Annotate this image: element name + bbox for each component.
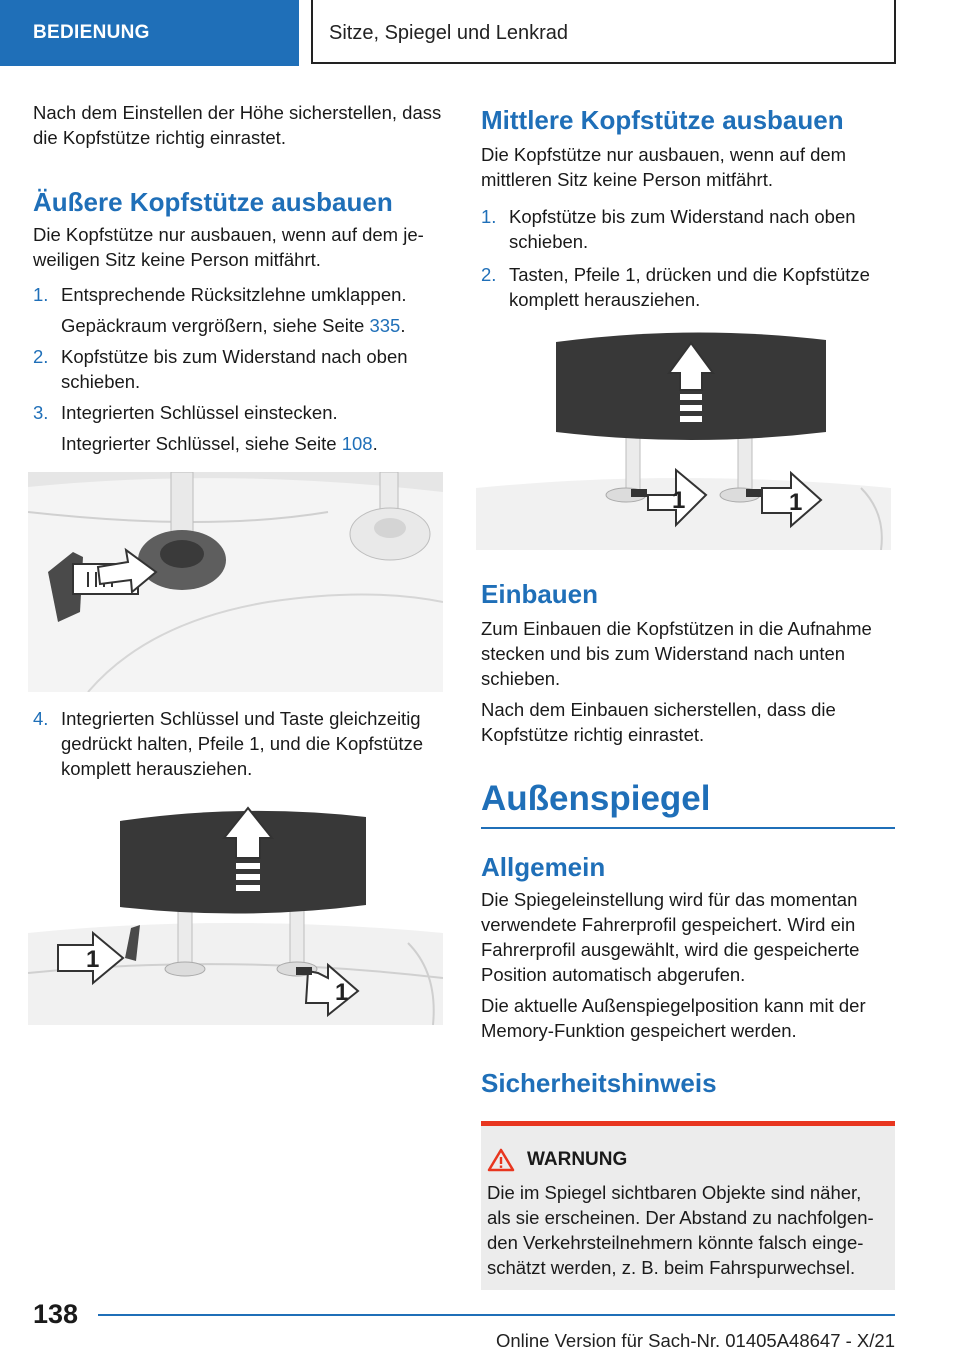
- step-1: [33, 282, 443, 307]
- install-paragraph-1: Zum Einbauen die Kopfstützen in die Aufnahme stecken und bis zum Widerstand nach unten schieben.: [481, 618, 872, 689]
- step-text: Integrierten Schlüssel und Taste gleichzeitig gedrückt halten, Pfeile 1, und die Kopfstütze komplett herausziehen.: [61, 708, 424, 779]
- page-link-108[interactable]: 108: [341, 433, 373, 454]
- page-footer: [98, 1314, 895, 1351]
- step-1-reference: [33, 313, 443, 338]
- middle-headrest-removal-figure: [476, 328, 891, 550]
- heading-safety: Sicherheitshinweis: [481, 1068, 717, 1098]
- key-insertion-figure: [28, 472, 443, 692]
- general-paragraph-1: Die Spiegeleinstellung wird für das momentan verwendete Fahrerprofil gespeichert. Wird ein Fahrerprofil ausgewählt, wird die gespeicherte Position automatisch abgerufen.: [481, 889, 860, 985]
- step-text: Entsprechende Rücksitzlehne umklappen.: [61, 284, 407, 305]
- step-2: [33, 344, 443, 394]
- warning-triangle-icon: [487, 1148, 515, 1172]
- step-2: [481, 262, 895, 312]
- heading-outer-headrest: Äußere Kopfstütze ausbauen: [33, 187, 393, 217]
- figure-label: 1: [86, 946, 100, 973]
- reference-end: .: [372, 433, 378, 454]
- reference-end: .: [400, 315, 406, 336]
- page-link-335[interactable]: 335: [369, 315, 401, 336]
- general-paragraph-2: Die aktuelle Außenspiegelposition kann mit der Memory-Funktion gespeichert werden.: [481, 995, 866, 1041]
- figure-label: 1: [789, 489, 803, 516]
- step-number: 2.: [33, 346, 49, 367]
- step-number: 1.: [33, 284, 49, 305]
- step-4: [33, 706, 443, 781]
- outer-headrest-paragraph: Die Kopfstütze nur ausbauen, wenn auf dem je-weiligen Sitz keine Person mitfährt.: [33, 224, 424, 270]
- intro-paragraph: Nach dem Einstellen der Höhe sicherstellen, dass die Kopfstütze richtig einrastet.: [33, 102, 442, 148]
- left-column: [33, 100, 443, 1025]
- chapter-title: Sitze, Spiegel und Lenkrad: [311, 0, 896, 64]
- step-number: 3.: [33, 402, 49, 423]
- warning-title: WARNUNG: [527, 1149, 628, 1170]
- page-header: [0, 0, 960, 66]
- page-number: 138: [33, 1299, 79, 1329]
- heading-middle-headrest: Mittlere Kopfstütze ausbauen: [481, 105, 844, 135]
- section-tab[interactable]: BEDIENUNG: [0, 0, 299, 66]
- heading-general: Allgemein: [481, 852, 606, 882]
- heading-exterior-mirror: Außenspiegel: [481, 779, 711, 818]
- right-column: [481, 104, 895, 1290]
- section-heading-wrap: [481, 777, 895, 829]
- step-text: Integrierten Schlüssel einstecken.: [61, 402, 338, 423]
- middle-headrest-paragraph: Die Kopfstütze nur ausbauen, wenn auf dem mittleren Sitz keine Person mitfährt.: [481, 144, 847, 190]
- reference-text: Gepäckraum vergrößern, siehe Seite: [61, 315, 370, 336]
- step-3: [33, 400, 443, 425]
- footer-text: Online Version für Sach-Nr. 01405A48647 - X/21: [495, 1330, 895, 1351]
- step-text: Kopfstütze bis zum Widerstand nach oben schieben.: [61, 346, 408, 392]
- warning-box: [481, 1121, 895, 1290]
- step-number: 1.: [481, 206, 497, 227]
- warning-header: [487, 1148, 885, 1172]
- step-1: [481, 204, 895, 254]
- step-text: Kopfstütze bis zum Widerstand nach oben schieben.: [509, 206, 856, 252]
- reference-text: Integrierter Schlüssel, siehe Seite: [61, 433, 342, 454]
- step-number: 4.: [33, 708, 49, 729]
- step-3-reference: [33, 431, 443, 456]
- step-number: 2.: [481, 264, 497, 285]
- figure-label: 1: [335, 979, 349, 1006]
- warning-text: Die im Spiegel sichtbaren Objekte sind näher, als sie erscheinen. Der Abstand zu nachfolgen-den Verkehrsteilnehmern könnte falsch einge-schätzt werden, z. B. beim Fahrspurwechsel.: [487, 1182, 874, 1278]
- heading-install: Einbauen: [481, 579, 599, 609]
- step-text: Tasten, Pfeile 1, drücken und die Kopfstütze komplett herausziehen.: [509, 264, 870, 310]
- outer-headrest-removal-figure: [28, 803, 443, 1025]
- install-paragraph-2: Nach dem Einbauen sicherstellen, dass die Kopfstütze richtig einrastet.: [481, 699, 836, 745]
- figure-label: 1: [672, 487, 686, 514]
